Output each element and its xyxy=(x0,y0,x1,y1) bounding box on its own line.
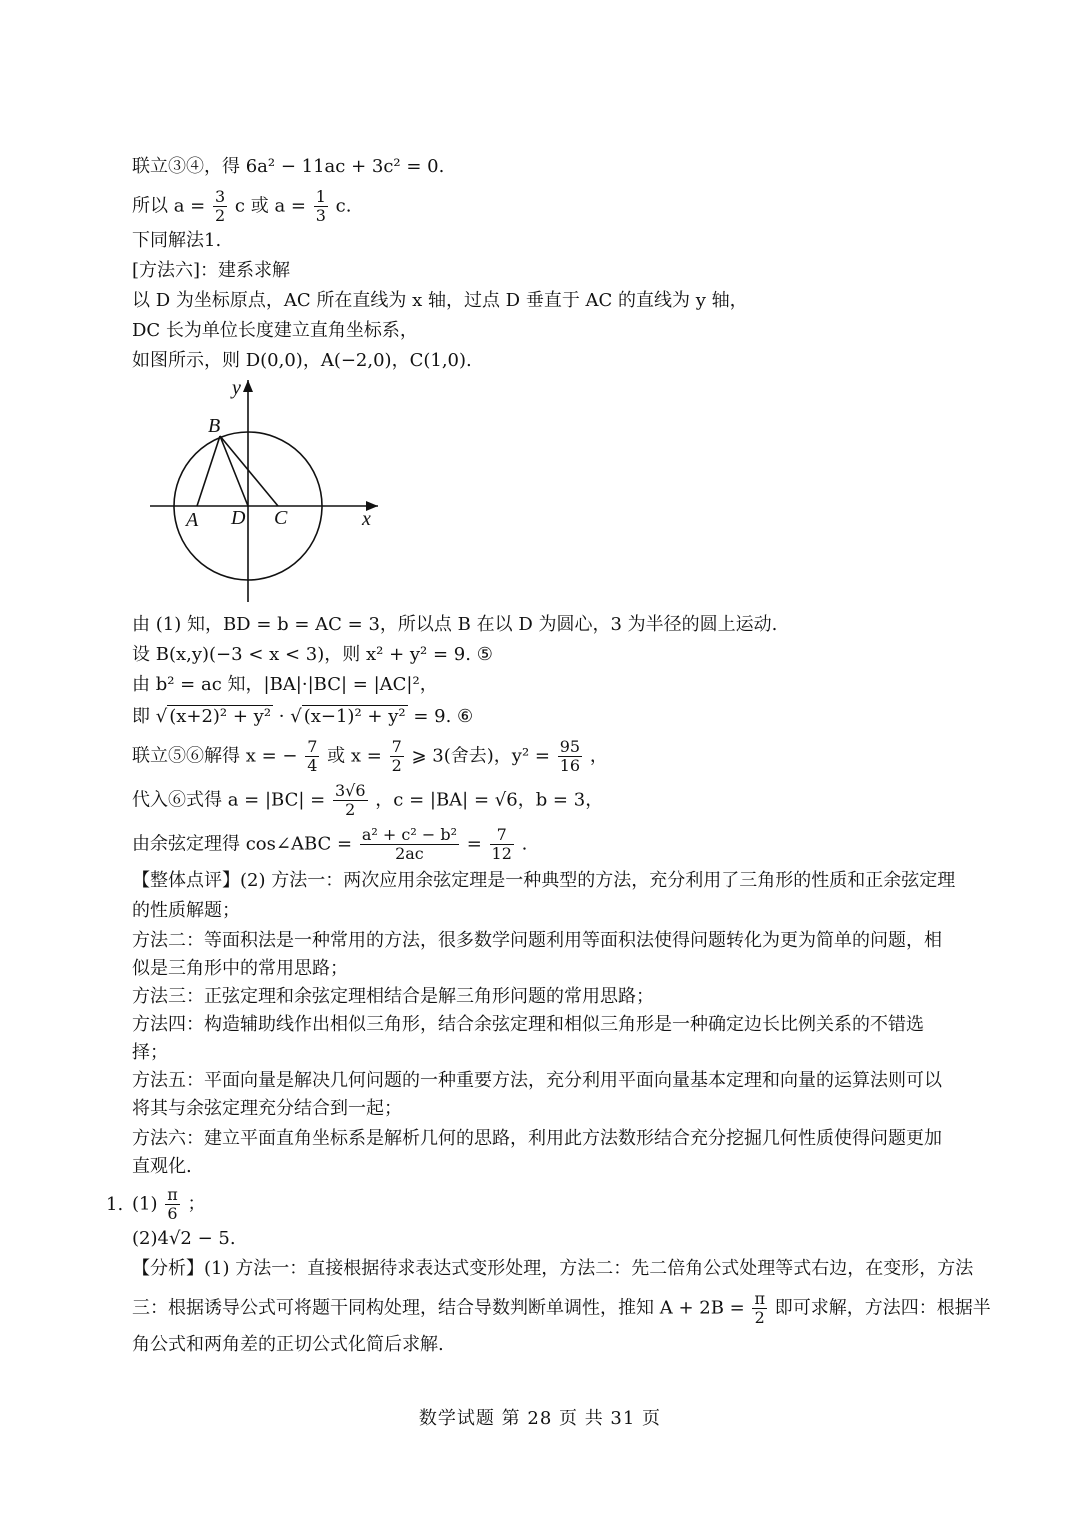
text-line: 择； xyxy=(132,1042,168,1063)
text-line: 所以 a = $\frac{3}{2}$ c 或 a = $\frac{1}{3}$ c. xyxy=(132,187,352,225)
text-line: 下同解法1. xyxy=(132,230,222,251)
text-line: (1) $\frac{\pi}{6}$ ； xyxy=(132,1185,206,1223)
text-line: 方法二：等面积法是一种常用的方法，很多数学问题利用等面积法使得问题转化为更为简单的问题，相 xyxy=(132,930,942,951)
text-line: 设 B(x,y)(−3 < x < 3)，则 x² + y² = 9. ⑤ xyxy=(132,644,493,665)
text-line: 联立③④，得 6a² − 11ac + 3c² = 0. xyxy=(132,156,445,177)
text-line: 三：根据诱导公式可将题干同构处理，结合导数判断单调性，推知 A + 2B = $\frac{\pi}{2}$ 即可求解，方法四：根据半 xyxy=(132,1289,991,1327)
text-line: 似是三角形中的常用思路； xyxy=(132,958,348,979)
text-line: DC 长为单位长度建立直角坐标系， xyxy=(132,320,418,341)
question-number: 1. xyxy=(106,1194,124,1215)
figure-label-x: x xyxy=(362,508,371,530)
text-line: (2)4√2 − 5. xyxy=(132,1228,236,1249)
figure-label-d: D xyxy=(231,507,246,529)
text-line: 由 b² = ac 知，|BA|·|BC| = |AC|²， xyxy=(132,674,438,695)
text-line: [方法六]：建系求解 xyxy=(132,260,291,281)
text-line: 由余弦定理得 cos∠ABC = $\frac{\text{a² + c² − b²}}{2ac}$ = $\frac{7}{12}$ . xyxy=(132,825,528,863)
text-line: 联立⑤⑥解得 x = − $\frac{7}{4}$ 或 x = $\frac{7}{2}$ ⩾ 3(舍去)，y² = $\frac{95}{16}$ ， xyxy=(132,737,608,775)
text-line: 【整体点评】(2) 方法一：两次应用余弦定理是一种典型的方法，充分利用了三角形的性质和正余弦定理 xyxy=(132,870,956,891)
figure-label-b: B xyxy=(208,415,221,437)
text-line: 以 D 为坐标原点，AC 所在直线为 x 轴，过点 D 垂直于 AC 的直线为 y 轴， xyxy=(132,290,748,311)
text-line: 方法四：构造辅助线作出相似三角形，结合余弦定理和相似三角形是一种确定边长比例关系的不错选 xyxy=(132,1014,924,1035)
text-line: 直观化. xyxy=(132,1156,192,1177)
figure-label-y: y xyxy=(232,377,241,399)
text-line: 的性质解题； xyxy=(132,900,240,921)
text-line: 【分析】(1) 方法一：直接根据待求表达式变形处理，方法二：先二倍角公式处理等式右边，在变形，方法 xyxy=(132,1258,974,1279)
figure-label-a: A xyxy=(186,509,199,531)
text-line: 方法三：正弦定理和余弦定理相结合是解三角形问题的常用思路； xyxy=(132,986,654,1007)
text-line: 角公式和两角差的正切公式化简后求解. xyxy=(132,1334,444,1355)
figure-label-c: C xyxy=(274,507,288,529)
text-line: 方法五：平面向量是解决几何问题的一种重要方法，充分利用平面向量基本定理和向量的运算法则可以 xyxy=(132,1070,942,1091)
text-line: 方法六：建立平面直角坐标系是解析几何的思路，利用此方法数形结合充分挖掘几何性质使得问题更加 xyxy=(132,1128,942,1149)
text-line: 将其与余弦定理充分结合到一起； xyxy=(132,1098,402,1119)
text-line: 由 (1) 知，BD = b = AC = 3，所以点 B 在以 D 为圆心，3 为半径的圆上运动. xyxy=(132,614,778,635)
text-line: 如图所示，则 D(0,0)，A(−2,0)，C(1,0). xyxy=(132,350,472,371)
text-line: 代入⑥式得 a = |BC| = $\frac{3√6}{2}$ ，c = |BA| = √6，b = 3， xyxy=(132,781,604,819)
text-line: 即 √ (x+2)² + y² · √ (x−1)² + y² = 9. ⑥ xyxy=(132,706,474,727)
coordinate-figure xyxy=(140,370,390,610)
page-footer: 数学试题 第 28 页 共 31 页 xyxy=(418,1408,662,1429)
